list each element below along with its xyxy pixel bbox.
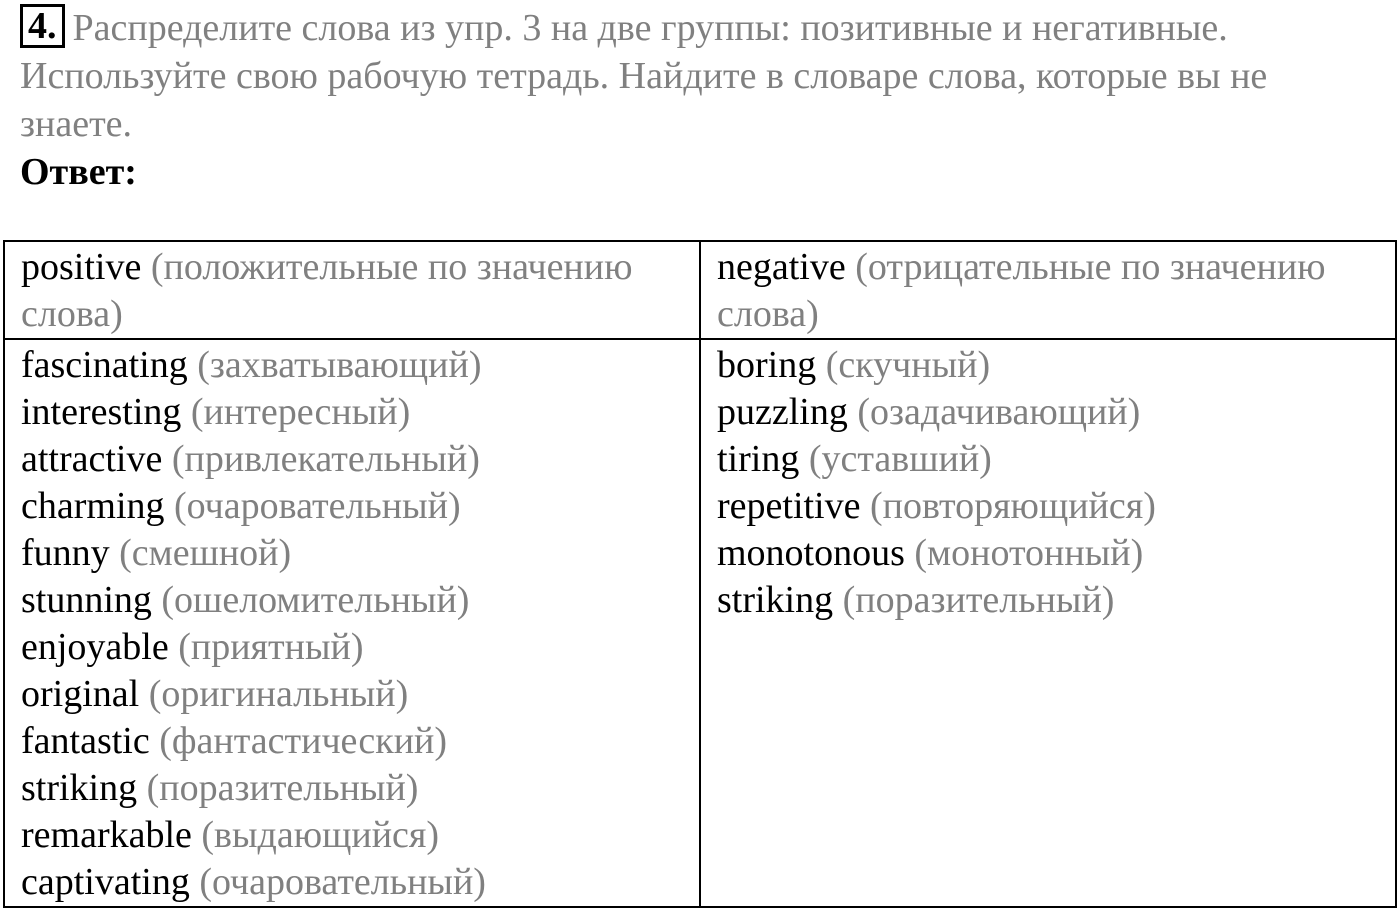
list-item [21,577,685,624]
word-en: boring [717,344,826,386]
words-row [4,339,1396,907]
positive-header [4,241,700,339]
list-item [21,859,685,906]
word-en: remarkable [21,814,202,856]
word-ru: (поразительный) [842,579,1115,621]
list-item [21,671,685,718]
task-statement [20,4,1380,148]
word-en: puzzling [717,391,848,433]
word-ru: (смешной) [119,532,292,574]
header-row [4,241,1396,339]
task-number: 4. [20,4,65,48]
list-item [21,436,685,483]
word-ru: (очаровательный) [174,485,461,527]
word-ru: (оригинальный) [148,673,409,715]
list-item [21,530,685,577]
negative-header [700,241,1396,339]
list-item [717,436,1381,483]
word-en: striking [21,767,138,809]
word-ru: (монотонный) [914,532,1144,574]
word-en: repetitive [717,485,861,527]
list-item [717,389,1381,436]
word-en: striking [717,579,834,621]
word-en: stunning [21,579,152,621]
list-item [21,812,685,859]
negative-words-cell [700,339,1396,907]
list-item [717,483,1381,530]
word-en: monotonous [717,532,905,574]
negative-header-word: negative [717,246,846,288]
word-ru: (скучный) [825,344,991,386]
positive-header-translation: (положительные по значению слова) [21,246,633,335]
word-en: charming [21,485,165,527]
word-en: enjoyable [21,626,169,668]
task-text: Распределите слова из упр. 3 на две группы: позитивные и негативные. Используйте свою рабочую тетрадь. Найдите в словаре слова, которые вы не знаете. [20,7,1268,145]
list-item [717,530,1381,577]
list-item [21,624,685,671]
list-item [21,718,685,765]
word-ru: (интересный) [190,391,411,433]
word-ru: (ошеломительный) [161,579,470,621]
word-ru: (озадачивающий) [857,391,1141,433]
word-ru: (выдающийся) [201,814,440,856]
positive-words-cell [4,339,700,907]
list-item [21,389,685,436]
list-item [21,342,685,389]
word-ru: (фантастический) [159,720,448,762]
list-item [717,342,1381,389]
word-en: fascinating [21,344,188,386]
word-ru: (уставший) [808,438,992,480]
word-en: captivating [21,861,190,903]
word-en: fantastic [21,720,150,762]
word-en: funny [21,532,110,574]
word-ru: (повторяющийся) [869,485,1156,527]
word-en: attractive [21,438,163,480]
word-ru: (очаровательный) [199,861,486,903]
words-table [3,240,1397,908]
negative-header-translation: (отрицательные по значению слова) [717,246,1326,335]
word-en: original [21,673,140,715]
word-ru: (поразительный) [146,767,419,809]
word-ru: (захватывающий) [197,344,482,386]
list-item [21,483,685,530]
word-ru: (приятный) [178,626,364,668]
positive-header-word: positive [21,246,142,288]
word-en: tiring [717,438,800,480]
word-en: interesting [21,391,182,433]
answer-label: Ответ: [20,151,137,193]
list-item [21,765,685,812]
list-item [717,577,1381,624]
word-ru: (привлекательный) [171,438,480,480]
